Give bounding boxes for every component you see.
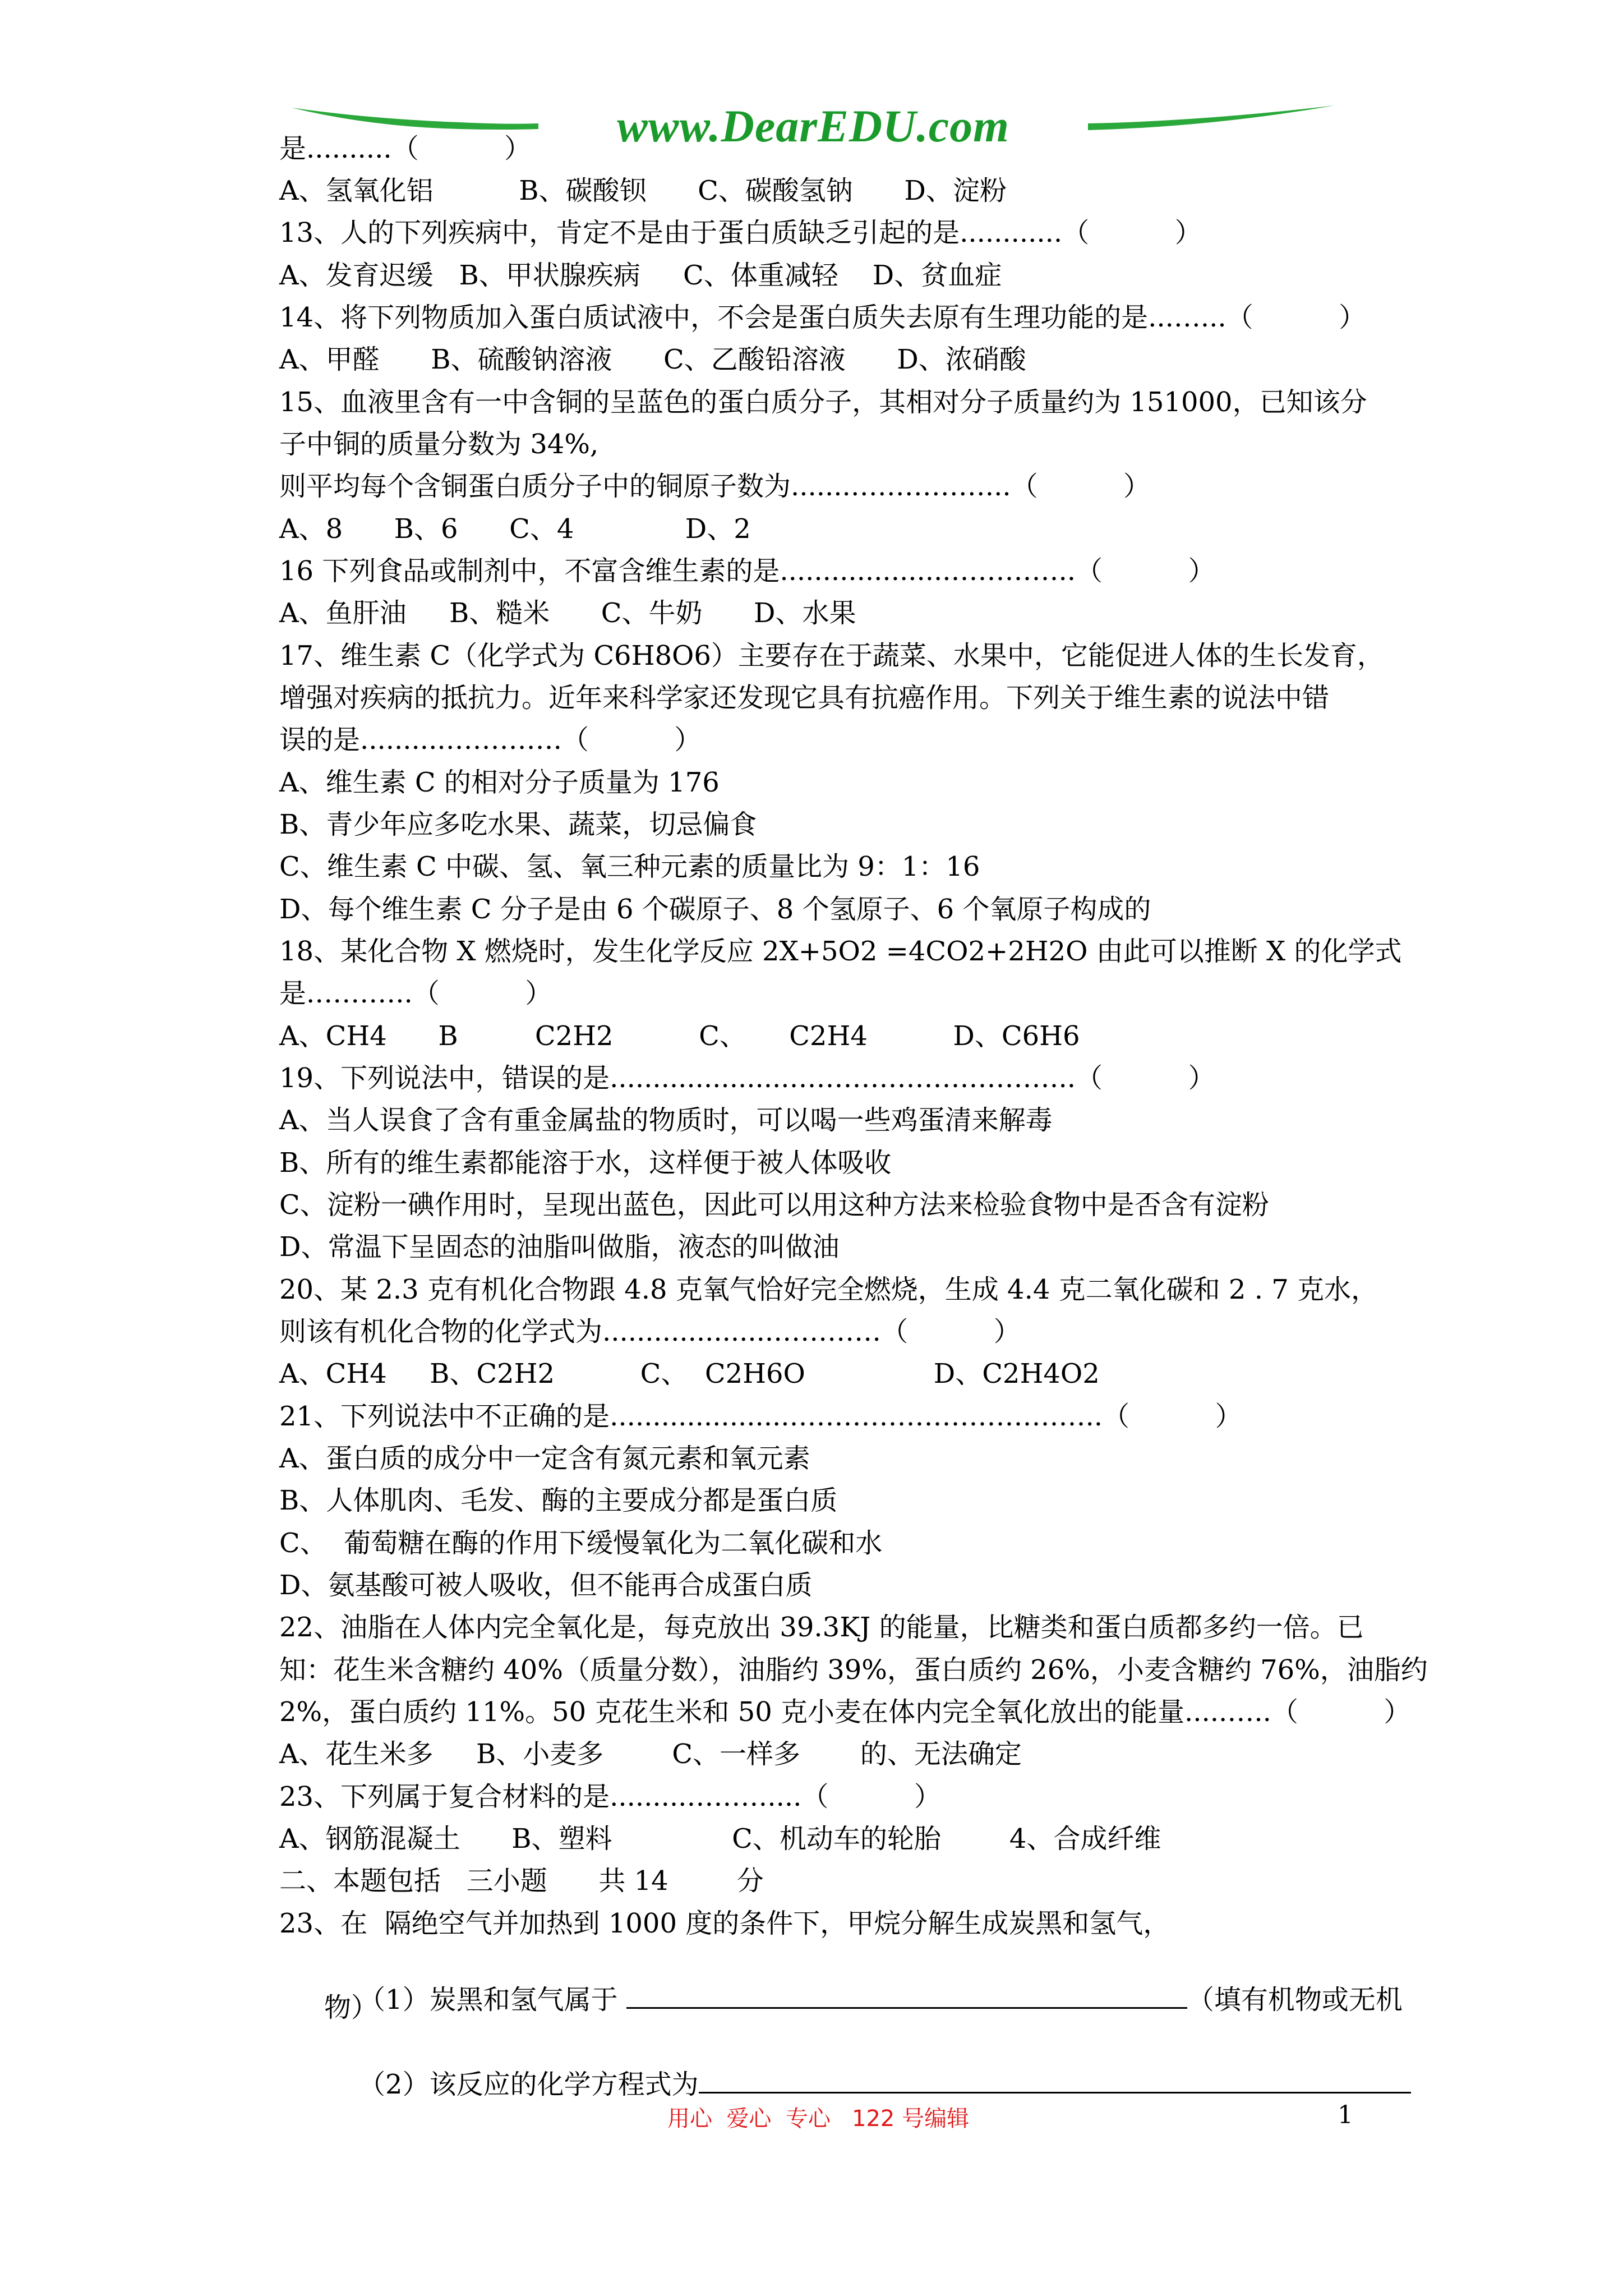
text-line: 19、下列说法中，错误的是.....................…………………………..（ ） (279, 1062, 1215, 1094)
text-line: 2%，蛋白质约 11%。50 克花生米和 50 克小麦在体内完全氧化放出的能量.....…..（ ） (279, 1696, 1411, 1728)
text-line: 13、人的下列疾病中，肯定不是由于蛋白质缺乏引起的是............（ ） (279, 217, 1202, 249)
text-line: B、所有的维生素都能溶于水，这样便于被人体吸收 (279, 1147, 892, 1179)
text-line: 则平均每个含铜蛋白质分子中的铜原子数为.......……………...（ ） (279, 471, 1151, 502)
text-line: C、 葡萄糖在酶的作用下缓慢氧化为二氧化碳和水 (279, 1527, 883, 1559)
text-line: 误的是..........………….（ ） (279, 724, 702, 756)
site-logo-text[interactable]: www.DearEDU.com (617, 100, 1009, 151)
text-line: A、维生素 C 的相对分子质量为 176 (279, 767, 720, 798)
text-line: 子中铜的质量分数为 34%, (279, 429, 599, 460)
page-footer (0, 2101, 1623, 2134)
text-line: 增强对疾病的抵抗力。近年来科学家还发现它具有抗癌作用。下列关于维生素的说法中错 (279, 682, 1330, 714)
text-line: 17、维生素 C（化学式为 C6H8O6）主要存在于蔬菜、水果中，它能促进人体的生长发育， (279, 640, 1384, 671)
text-line: D、氨基酸可被人吸收，但不能再合成蛋白质 (279, 1570, 813, 1601)
text-line: A、CH4 B C2H2 C、 C2H4 D、C6H6 (279, 1020, 1080, 1052)
question-text: （2）该反应的化学方程式为 (358, 2069, 699, 2100)
text-line: 是.………..（ ） (279, 978, 552, 1009)
text-line: 20、某 2.3 克有机化合物跟 4.8 克氧气恰好完全燃烧，生成 4.4 克二氧化碳和 2 . 7 克水， (279, 1274, 1378, 1305)
text-line: C、维生素 C 中碳、氢、氧三种元素的质量比为 9：1：16 (279, 851, 980, 882)
text-line: A、氢氧化铝 B、碳酸钡 C、碳酸氢钠 D、淀粉 (279, 175, 1007, 206)
text-line: 23、在 隔绝空气并加热到 1000 度的条件下，甲烷分解生成炭黑和氢气， (279, 1908, 1170, 1939)
question-hint: （填有机物或无机 (1187, 1984, 1403, 2016)
text-line: 14、将下列物质加入蛋白质试液中，不会是蛋白质失去原有生理功能的是...…...（ ） (279, 302, 1366, 333)
page-number: 1 (1338, 2101, 1353, 2129)
text-line: 15、血液里含有一中含铜的呈蓝色的蛋白质分子，其相对分子质量约为 151000，已知该分 (279, 386, 1367, 418)
text-line: D、每个维生素 C 分子是由 6 个碳原子、8 个氢原子、6 个氧原子构成的 (279, 894, 1151, 925)
text-line: A、花生米多 B、小麦多 C、一样多 的、无法确定 (279, 1738, 1022, 1770)
question-text: （1）炭黑和氢气属于 (358, 1984, 626, 2016)
text-line: 21、下列说法中不正确的是.....................……………………………..（ ） (279, 1401, 1242, 1432)
text-line: A、发育迟缓 B、甲状腺疾病 C、体重减轻 D、贫血症 (279, 260, 1002, 291)
text-line: A、8 B、6 C、4 D、2 (279, 513, 751, 545)
text-line: D、常温下呈固态的油脂叫做脂，液态的叫做油 (279, 1231, 840, 1263)
text-line: 22、油脂在人体内完全氧化是，每克放出 39.3KJ 的能量，比糖类和蛋白质都多约一倍。已 (279, 1612, 1364, 1643)
answer-blank[interactable] (699, 2067, 1411, 2093)
answer-blank[interactable] (626, 1982, 1187, 2009)
text-line: 18、某化合物 X 燃烧时，发生化学反应 2X+5O2 =4CO2+2H2O 由此可以推断 X 的化学式 (279, 936, 1402, 967)
text-line: A、甲醛 B、硫酸钠溶液 C、乙酸铅溶液 D、浓硝酸 (279, 344, 1026, 375)
text-line: 则该有机化合物的化学式为....................…………（ ） (279, 1316, 1021, 1347)
text-line: A、CH4 B、C2H2 C、 C2H6O D、C2H4O2 (279, 1358, 1100, 1389)
text-line: 物） (324, 1992, 379, 2023)
text-line: 二、本题包括 三小题 共 14 分 (279, 1865, 764, 1897)
text-line: 是..........（ ） (279, 133, 532, 164)
text-line: 23、下列属于复合材料的是.........………....（ ） (279, 1781, 942, 1812)
text-line: A、鱼肝油 B、糙米 C、牛奶 D、水果 (279, 597, 856, 629)
text-line: A、钢筋混凝土 B、塑料 C、机动车的轮胎 4、合成纤维 (279, 1823, 1161, 1855)
text-line: A、当人误食了含有重金属盐的物质时，可以喝一些鸡蛋清来解毒 (279, 1105, 1053, 1136)
text-line: A、蛋白质的成分中一定含有氮元素和氧元素 (279, 1443, 810, 1474)
text-line: 知：花生米含糖约 40%（质量分数），油脂约 39%，蛋白质约 26%，小麦含糖约 76%，油脂约 (279, 1654, 1428, 1686)
text-line: 16 下列食品或制剂中，不富含维生素的是....................…………..（ ） (279, 555, 1215, 587)
footer-text: 用心 爱心 专心 122 号编辑 (667, 2106, 970, 2132)
text-line: B、青少年应多吃水果、蔬菜，切忌偏食 (279, 809, 757, 840)
text-line: B、人体肌肉、毛发、酶的主要成分都是蛋白质 (279, 1485, 838, 1516)
text-line: C、淀粉一碘作用时，呈现出蓝色，因此可以用这种方法来检验食物中是否含有淀粉 (279, 1189, 1269, 1221)
